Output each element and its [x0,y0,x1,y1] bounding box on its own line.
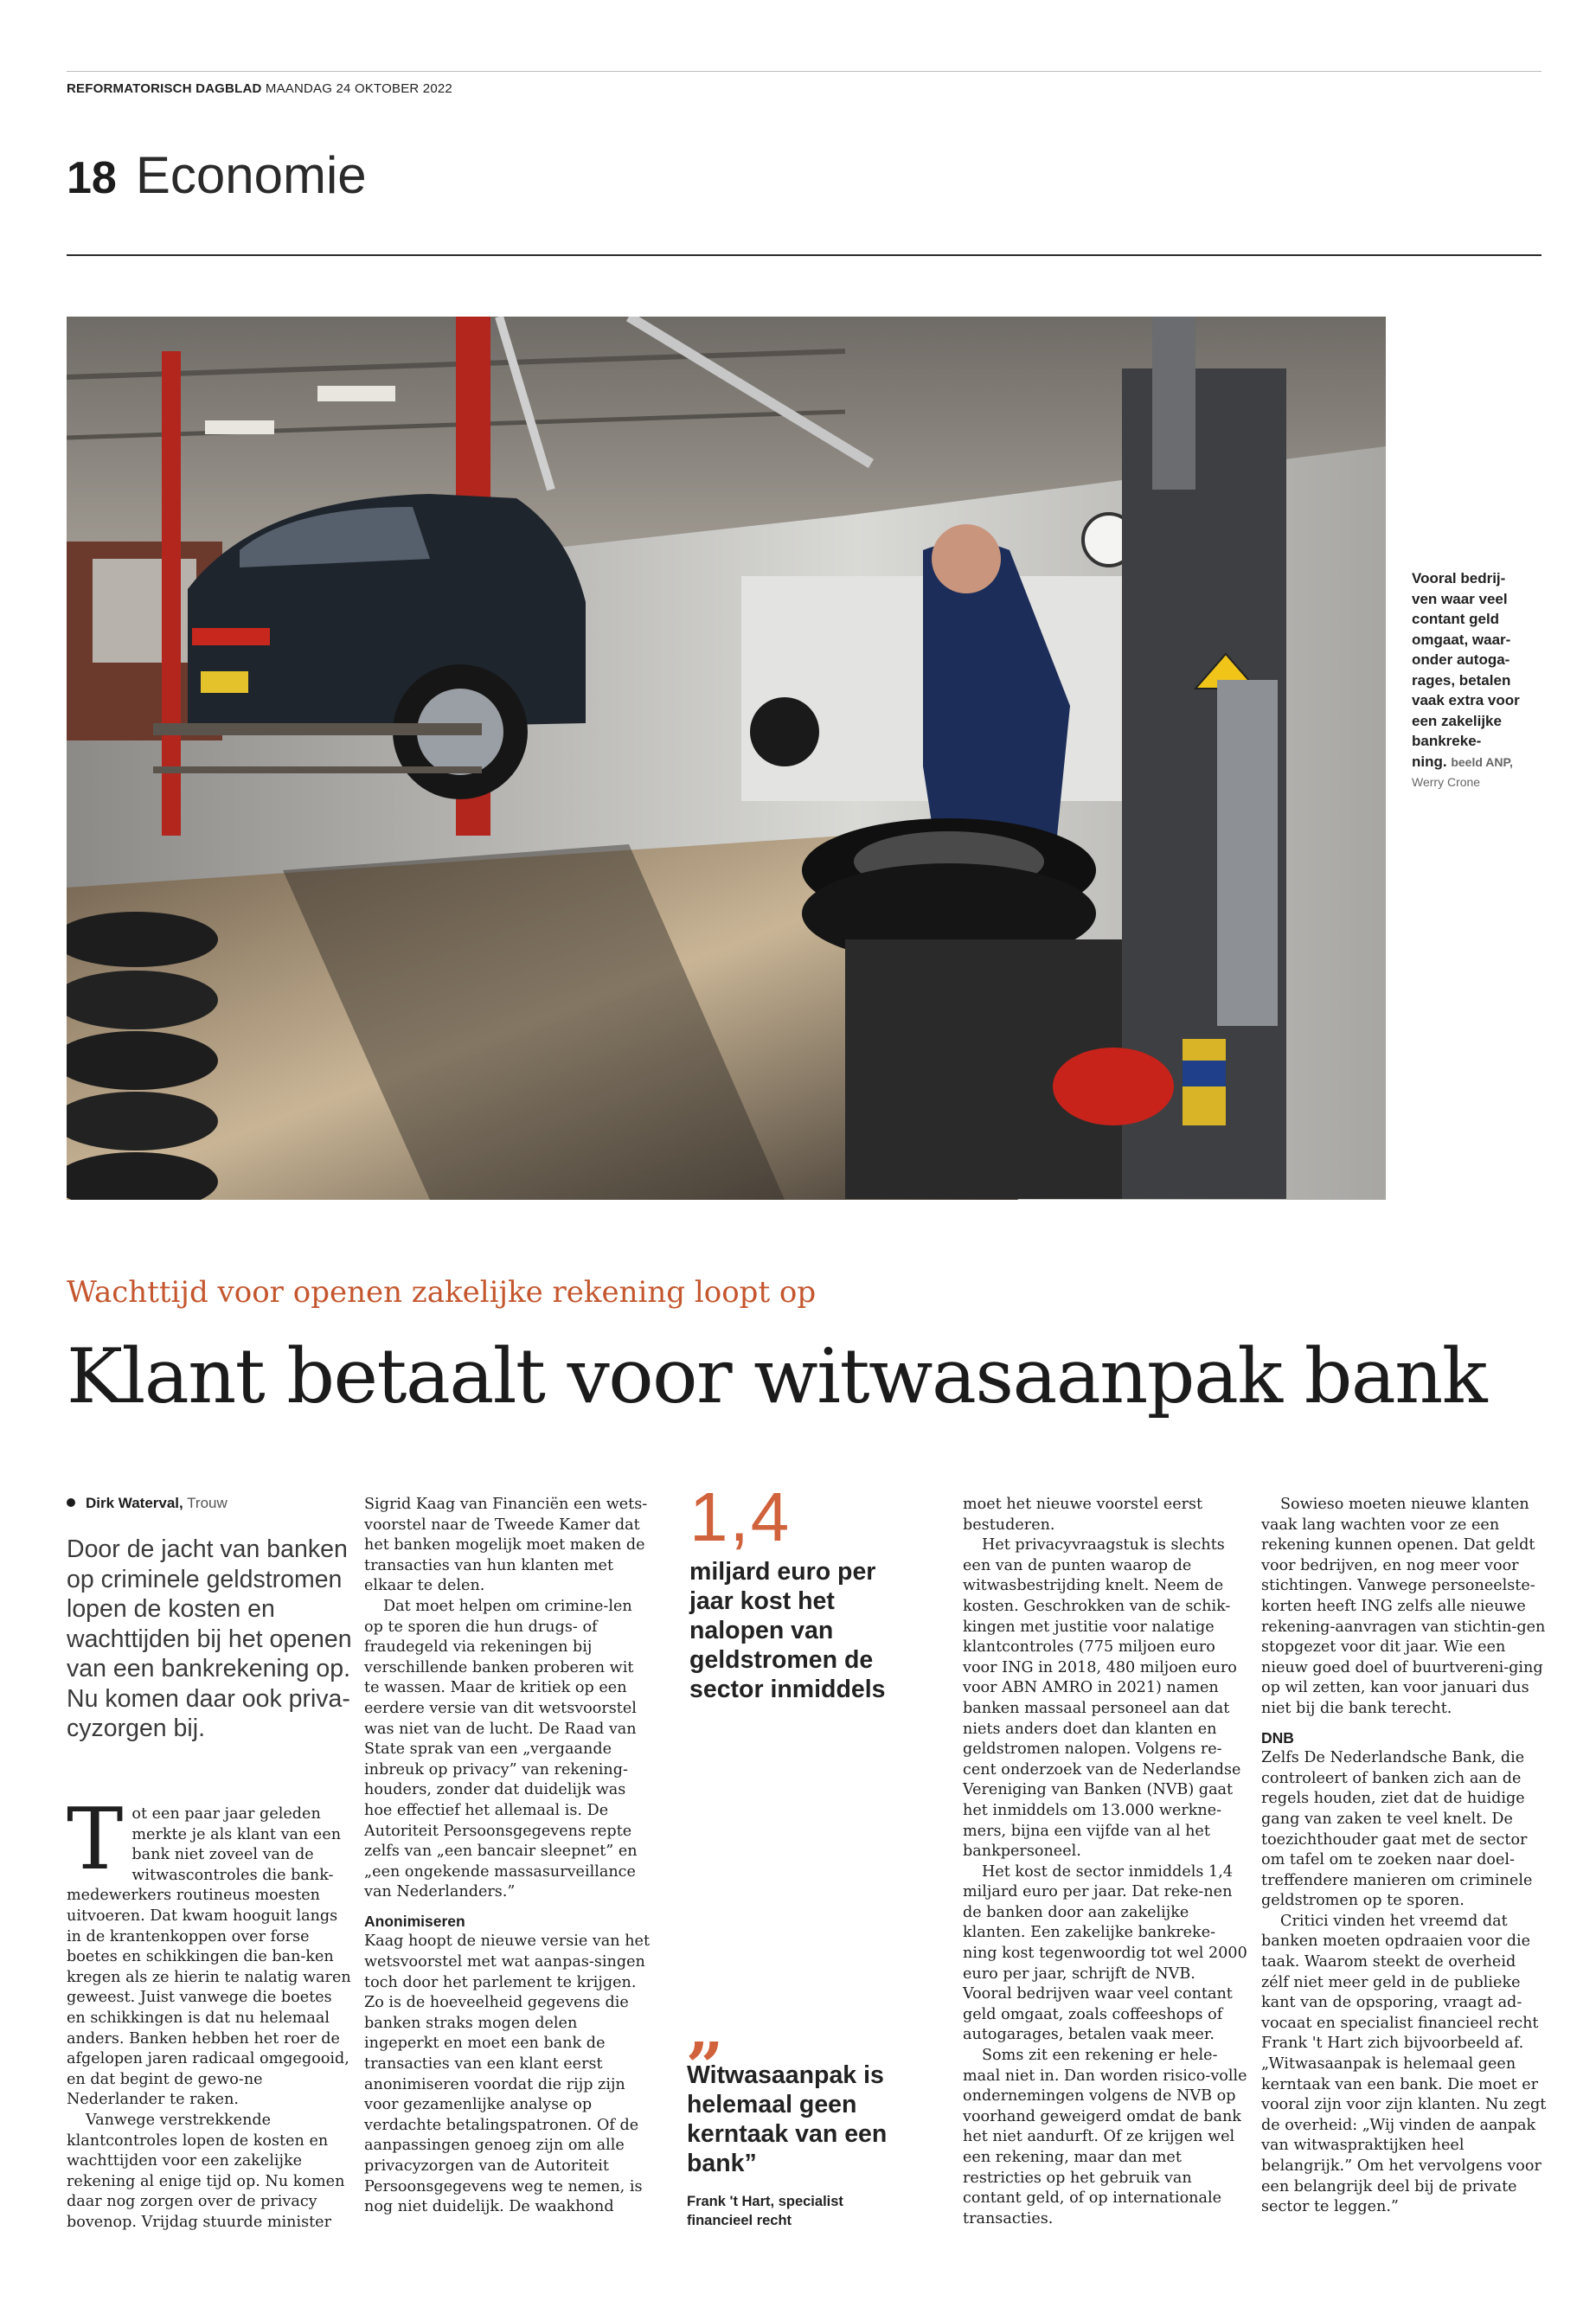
section-name: Economie [135,146,367,204]
byline-org: Trouw [187,1495,228,1511]
byline-author: Dirk Waterval, [86,1495,183,1511]
photo-caption: Vooral bedrij- ven waar veel contant geld omgaat, waar- onder autoga- rages, betalen vaak extra voor een zakelijke bankreke- ning. beeld ANP, Werry Crone [1412,568,1542,793]
caption-credit: beeld ANP, [1451,754,1513,769]
masthead [67,81,452,96]
page-number: 18 [67,153,117,203]
masthead-date: MAANDAG 24 OKTOBER 2022 [265,81,452,96]
body-paragraph: Vanwege verstrekkende klantcontroles lopen de kosten en wachttijden voor een zakelijke rekening al enige tijd op. Nu komen daar nog zorgen over de privacy bovenop. Vrijdag stuurde minister [67,2111,345,2231]
body-paragraph: ot een paar jaar geleden merkte je als klant van een bank niet zoveel van de witwascontroles die bank-medewerkers routineus moesten uitvoeren. Dat kwam hooguit langs in de krantenkoppen over forse boetes en schikkingen die ban-ken kregen als ze hierin te nalatig waren geweest. Juist vanwege die boetes en schikkingen is dat nu helemaal anders. Banken hebben het roer de afgelopen jaren radicaal omgegooid, en dat begint de gewo-ne Nederlander te raken. [67,1805,351,2109]
masthead-rule [67,71,1542,72]
photo-garage-tire-change-icon [67,317,1386,1200]
section-header [67,145,367,205]
pull-quote-source: Frank 't Hart, specialist financieel recht [687,2194,843,2228]
stat-text: miljard euro per jaar kost het nalopen van geldstromen de sector inmiddels [689,1558,886,1703]
masthead-paper: REFORMATORISCH DAGBLAD [67,81,262,96]
article-headline: Klant betaalt voor witwasaanpak bank [67,1332,1487,1420]
article-column-1 [67,1791,354,2233]
article-column-2 [364,1495,651,2218]
pull-quote: Witwasaanpak is helemaal geen kerntaak van een bank” [687,2061,888,2177]
article-intro: Door de jacht van banken op criminele geldstromen lopen de kosten en wachttijden bij het openen van een bankrekening op. Nu komen daar ook priva-cyzorgen bij. [67,1535,352,1742]
body-paragraph: Sigrid Kaag van Financiën een wets-voorstel naar de Tweede Kamer dat het banken mogelijk moet maken de transacties van hun klanten met elkaar te delen. [364,1496,648,1595]
body-paragraph: Het privacyvraagstuk is slechts een van de punten waarop de witwasbestrijding knelt. Neem de kosten. Geschrokken van de schik-kingen met justitie voor nalatige klantcontroles (775 miljoen euro voor ING in 2018, 480 miljoen euro voor ABN AMRO in 2021) namen banken massaal personeel aan dat niets anders doet dan klanten en geldstromen nalopen. Volgens re-cent onderzoek van de Nederlandse Vereniging van Banken (NVB) gaat het inmiddels om 13.000 werkne-mers, bijna een vijfde van al het bankpersoneel. [963,1536,1241,1861]
body-paragraph: Kaag hoopt de nieuwe versie van het wetsvoorstel met wat aanpas-singen toch door het parlement te krijgen. Zo is de hoeveelheid gegevens die banken straks mogen delen ingeperkt en moet een bank de transacties van een klant eerst anonimiseren voordat die rijp zijn voor gezamenlijke analyse op verdachte betalingspatronen. Of de aanpassingen genoeg zijn om alle privacyzorgen van de Autoriteit Persoonsgegevens weg te nemen, is nog niet duidelijk. De waakhond [364,1932,651,2216]
article-kicker: Wachttijd voor openen zakelijke rekening loopt op [67,1275,817,1310]
section-rule [67,254,1542,256]
subheading-dnb: DNB [1261,1728,1294,1747]
body-paragraph: Het kost de sector inmiddels 1,4 miljard euro per jaar. Dat reke-nen de banken door aan zakelijke klanten. Een zakelijke bankreke-ning kost tegenwoordig tot wel 2000 euro per jaar, schrijft de NVB. Vooral bedrijven waar veel contant geld omgaat, zoals coffeeshops of autogarages, betalen vaak meer. [963,1862,1247,2044]
dropcap: T [67,1791,124,1889]
byline [67,1495,228,1512]
body-paragraph: Sowieso moeten nieuwe klanten vaak lang wachten voor ze een rekening kunnen openen. Dat geldt voor bedrijven, en nog meer voor stichtingen. Vanwege personeelste-korten heeft ING zelfs alle nieuwe rekening-aanvragen van stichtin-gen stopgezet voor dit jaar. Wie een nieuw goed doel of buurtvereni-ging op wil zetten, kan voor januari dus niet bij die bank terecht. [1261,1496,1546,1717]
article-column-3 [963,1495,1248,2229]
body-paragraph: Dat moet helpen om crimine-len op te sporen die hun drugs- of fraudegeld via rekeningen bij verschillende banken proberen wit te wassen. Maar de kritiek op een eerdere versie van dit wetsvoorstel was niet van de lucht. De Raad van State sprak van een „vergaande inbreuk op privacy” van rekening-houders, zonder dat duidelijk was hoe effectief het allemaal is. De Autoriteit Persoonsgegevens repte zelfs van „een bancair sleepnet” en „een ongekende massasurveillance van Nederlanders.” [364,1597,638,1901]
body-paragraph: moet het nieuwe voorstel eerst bestuderen. [963,1496,1203,1534]
subheading-anonimiseren: Anonimiseren [364,1912,465,1930]
body-paragraph: Zelfs De Nederlandsche Bank, die controleert of banken zich aan de regels houden, ziet dat de huidige gang van zaken te veel knelt. De toezichthouder gaat met de sector om tafel om te zoeken naar doel-treffendere manieren om criminele geldstromen op te sporen. [1261,1749,1533,1910]
caption-text: Vooral bedrij- ven waar veel contant geld omgaat, waar- onder autoga- rages, betalen vaak extra voor een zakelijke bankreke- ning. beeld ANP, [1412,570,1520,770]
byline-bullet-icon [67,1498,75,1507]
article-photo [67,317,1386,1200]
body-paragraph: Soms zit een rekening er hele-maal niet in. Dan worden risico-volle ondernemingen volgens de NVB op voorhand geweigerd omdat de bank het niet aandurft. Of ze krijgen wel een rekening, maar dan met restricties op het gebruik van contant geld, of op internationale transacties. [963,2047,1247,2227]
stat-number: 1,4 [689,1478,792,1555]
quote-mark-icon: „ [687,1990,725,2067]
article-column-4 [1261,1495,1547,2218]
body-paragraph: Critici vinden het vreemd dat banken moeten opdraaien voor die taak. Waarom steekt de overheid zélf niet meer geld in de publieke kant van de opsporing, vraagt ad-vocaat en specialist financieel recht Frank 't Hart zich bijvoorbeeld af. „Witwasaanpak is helemaal geen kerntaak van een bank. Die moet er vooral zijn voor zijn klanten. Nu zegt de overheid: „Wij vinden de aanpak van witwaspraktijken heel belangrijk.” Om het vervolgens voor een belangrijk deel bij de private sector te leggen.” [1261,1912,1547,2216]
